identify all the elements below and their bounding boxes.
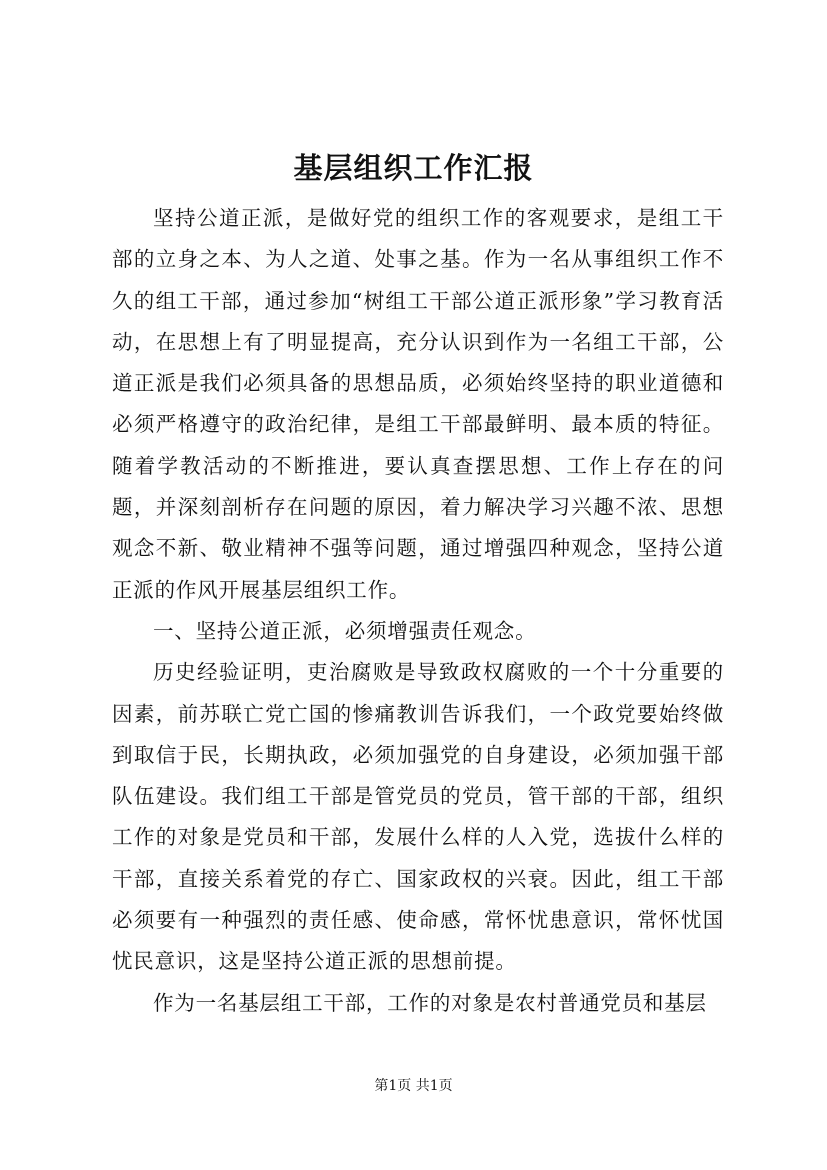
section-heading-1: 一、坚持公道正派，必须增强责任观念。: [153, 618, 537, 643]
page-footer: 第1页 共1页: [374, 1078, 453, 1094]
paragraph-intro: 坚持公道正派，是做好党的组织工作的客观要求，是组工干部的立身之本、为人之道、处事之基。作为一名从事组织工作不久的组工干部，通过参加“树组工干部公道正派形象”学习教育活动，在思想上有了明显提高，充分认识到作为一名组工干部，公道正派是我们必须具备的思想品质，必须始终坚持的职业道德和必须严格遵守的政治纪律，是组工干部最鲜明、最本质的特征。随着学教活动的不断推进，要认真查摆思想、工作上存在的问题，并深刻剖析存在问题的原因，着力解决学习兴趣不浓、思想观念不新、敬业精神不强等问题，通过增强四种观念，坚持公道正派的作风开展基层组织工作。: [112, 206, 724, 602]
document-title: 基层组织工作汇报: [293, 151, 534, 185]
paragraph-history: 历史经验证明，吏治腐败是导致政权腐败的一个十分重要的因素，前苏联亡党亡国的惨痛教训告诉我们，一个政党要始终做到取信于民，长期执政，必须加强党的自身建设，必须加强干部队伍建设。我们组工干部是管党员的党员，管干部的干部，组织工作的对象是党员和干部，发展什么样的人入党，选拔什么样的干部，直接关系着党的存亡、国家政权的兴衰。因此，组工干部必须要有一种强烈的责任感、使命感，常怀忧患意识，常怀忧国忧民意识，这是坚持公道正派的思想前提。: [112, 660, 724, 974]
paragraph-grassroots: 作为一名基层组工干部，工作的对象是农村普通党员和基层: [153, 990, 707, 1015]
document-body: [112, 198, 724, 1024]
